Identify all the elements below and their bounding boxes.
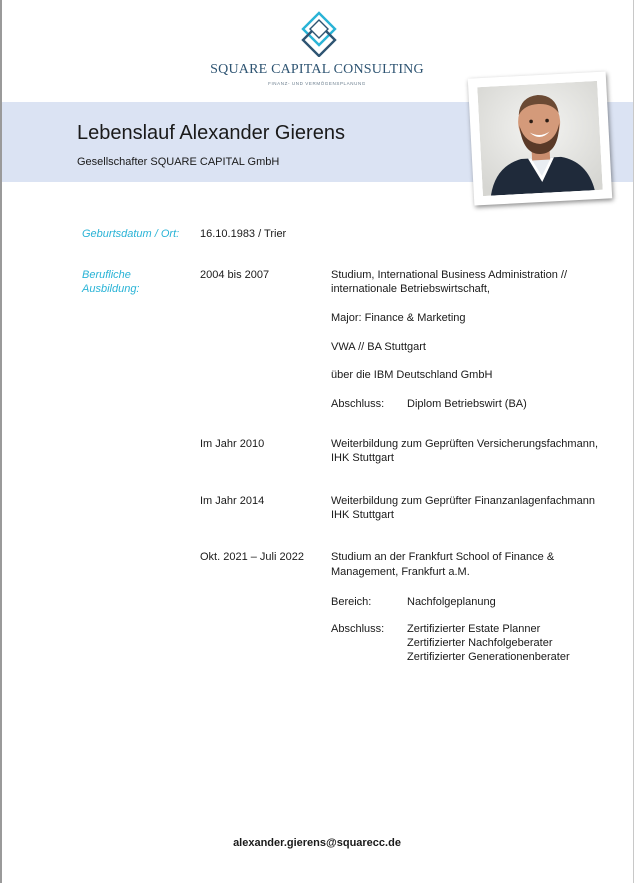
entry1-degree-value: Diplom Betriebswirt (BA): [407, 398, 527, 410]
entry1-line1: Studium, International Business Administration //: [331, 269, 568, 281]
entry4-line1: Studium an der Frankfurt School of Finance &: [331, 551, 555, 563]
page-title: Lebenslauf Alexander Gierens: [77, 122, 345, 144]
entry4-area-label: Bereich:: [331, 596, 372, 608]
entry1-period: 2004 bis 2007: [200, 269, 270, 281]
entry1-degree-label: Abschluss:: [331, 398, 385, 410]
entry4-line2: Management, Frankfurt a.M.: [331, 566, 470, 578]
entry4-degree1: Zertifizierter Estate Planner: [407, 623, 541, 635]
entry3-period: Im Jahr 2014: [200, 495, 265, 507]
page-subtitle: Gesellschafter SQUARE CAPITAL GmbH: [77, 156, 280, 168]
entry2-period: Im Jahr 2010: [200, 438, 265, 450]
entry1-line5: über die IBM Deutschland GmbH: [331, 369, 493, 381]
portrait-image: [477, 81, 603, 196]
brand-name: SQUARE CAPITAL CONSULTING: [210, 62, 424, 77]
entry2-line1: Weiterbildung zum Geprüften Versicherungsfachmann,: [331, 438, 598, 450]
entry3-line1: Weiterbildung zum Geprüfter Finanzanlagenfachmann: [331, 495, 595, 507]
birth-value: 16.10.1983 / Trier: [200, 228, 287, 240]
brand-tagline: FINANZ- UND VERMÖGENSPLANUNG: [268, 81, 366, 86]
entry4-degree3: Zertifizierter Generationenberater: [407, 651, 570, 663]
entry4-area-value: Nachfolgeplanung: [407, 596, 496, 608]
entry4-degree-label: Abschluss:: [331, 623, 385, 635]
square-capital-logo-icon: [300, 11, 338, 57]
education-label-line1: Berufliche: [82, 269, 131, 281]
entry2-line2: IHK Stuttgart: [331, 452, 394, 464]
entry1-line3: Major: Finance & Marketing: [331, 312, 466, 324]
entry4-degree2: Zertifizierter Nachfolgeberater: [407, 637, 553, 649]
entry3-line2: IHK Stuttgart: [331, 509, 394, 521]
entry1-line4: VWA // BA Stuttgart: [331, 341, 426, 353]
portrait-photo: [468, 71, 612, 205]
education-label-line2: Ausbildung:: [82, 283, 140, 295]
entry4-period: Okt. 2021 – Juli 2022: [200, 551, 304, 563]
entry1-line2: internationale Betriebswirtschaft,: [331, 283, 490, 295]
birth-label: Geburtsdatum / Ort:: [82, 228, 180, 240]
contact-email[interactable]: alexander.gierens@squarecc.de: [233, 837, 401, 849]
